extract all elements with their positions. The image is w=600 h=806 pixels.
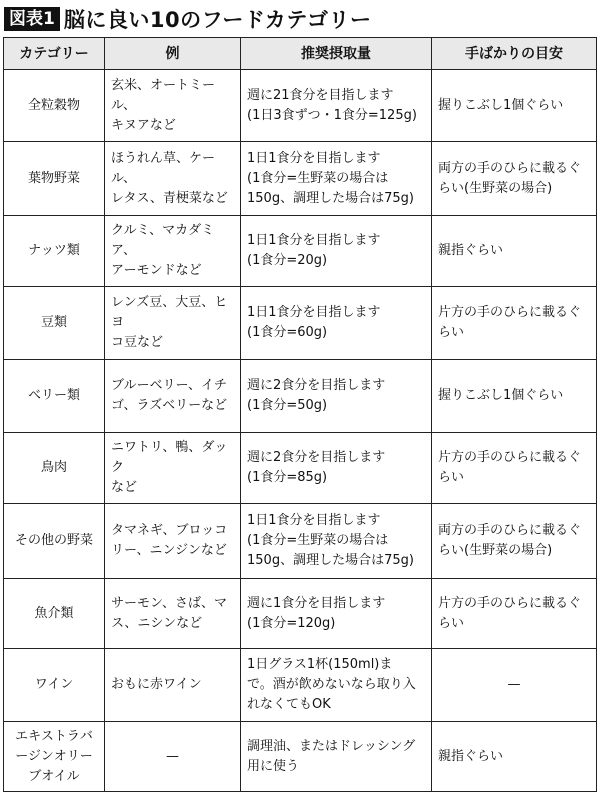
- example-cell: —: [105, 722, 241, 792]
- category-cell: その他の野菜: [4, 504, 105, 579]
- amount-cell: 1日1食分を目指します (1食分=60g): [241, 287, 432, 360]
- guide-cell: 親指ぐらい: [432, 216, 597, 287]
- category-cell: ベリー類: [4, 360, 105, 433]
- table-row: [4, 433, 597, 504]
- category-cell: エキストラバ ージンオリー ブオイル: [4, 722, 105, 792]
- guide-cell: 親指ぐらい: [432, 722, 597, 792]
- example-cell: ニワトリ、鴨、ダック など: [105, 433, 241, 504]
- guide-cell: 両方の手のひらに載るぐ らい(生野菜の場合): [432, 142, 597, 216]
- amount-cell: 1日1食分を目指します (1食分=生野菜の場合は 150g、調理した場合は75g): [241, 142, 432, 216]
- example-cell: ブルーベリー、イチ ゴ、ラズベリーなど: [105, 360, 241, 433]
- column-header-amount: 推奨摂取量: [241, 38, 432, 70]
- guide-cell: 片方の手のひらに載るぐ らい: [432, 579, 597, 649]
- category-cell: 魚介類: [4, 579, 105, 649]
- category-cell: 葉物野菜: [4, 142, 105, 216]
- figure-header: [4, 4, 371, 34]
- example-cell: ほうれん草、ケール、 レタス、青梗菜など: [105, 142, 241, 216]
- amount-cell: 1日1食分を目指します (1食分=生野菜の場合は 150g、調理した場合は75g): [241, 504, 432, 579]
- example-cell: サーモン、さば、マ ス、ニシンなど: [105, 579, 241, 649]
- example-cell: レンズ豆、大豆、ヒヨ コ豆など: [105, 287, 241, 360]
- category-cell: 豆類: [4, 287, 105, 360]
- food-category-table: [3, 37, 597, 792]
- column-header-guide: 手ばかりの目安: [432, 38, 597, 70]
- guide-cell: 片方の手のひらに載るぐ らい: [432, 433, 597, 504]
- example-cell: タマネギ、ブロッコ リー、ニンジンなど: [105, 504, 241, 579]
- amount-cell: 1日グラス1杯(150ml)ま で。酒が飲めないなら取り入 れなくてもOK: [241, 649, 432, 722]
- amount-cell: 週に2食分を目指します (1食分=50g): [241, 360, 432, 433]
- amount-cell: 調理油、またはドレッシング 用に使う: [241, 722, 432, 792]
- guide-cell: 握りこぶし1個ぐらい: [432, 70, 597, 142]
- column-header-category: カテゴリー: [4, 38, 105, 70]
- table-row: [4, 360, 597, 433]
- example-cell: クルミ、マカダミア、 アーモンドなど: [105, 216, 241, 287]
- example-cell: 玄米、オートミール、 キヌアなど: [105, 70, 241, 142]
- figure-label: 図表1: [4, 7, 60, 31]
- table-row: [4, 722, 597, 792]
- amount-cell: 1日1食分を目指します (1食分=20g): [241, 216, 432, 287]
- table-row: [4, 287, 597, 360]
- header-row: [4, 38, 597, 70]
- guide-cell: 握りこぶし1個ぐらい: [432, 360, 597, 433]
- category-cell: ナッツ類: [4, 216, 105, 287]
- table-row: [4, 142, 597, 216]
- table-row: [4, 504, 597, 579]
- column-header-example: 例: [105, 38, 241, 70]
- example-cell: おもに赤ワイン: [105, 649, 241, 722]
- guide-cell: 両方の手のひらに載るぐ らい(生野菜の場合): [432, 504, 597, 579]
- guide-cell: 片方の手のひらに載るぐ らい: [432, 287, 597, 360]
- category-cell: 全粒穀物: [4, 70, 105, 142]
- amount-cell: 週に2食分を目指します (1食分=85g): [241, 433, 432, 504]
- table-row: [4, 649, 597, 722]
- amount-cell: 週に1食分を目指します (1食分=120g): [241, 579, 432, 649]
- amount-cell: 週に21食分を目指します (1日3食ずつ・1食分=125g): [241, 70, 432, 142]
- table-row: [4, 216, 597, 287]
- figure-title: 脳に良い10のフードカテゴリー: [63, 8, 372, 32]
- table-row: [4, 70, 597, 142]
- table-row: [4, 579, 597, 649]
- category-cell: 鳥肉: [4, 433, 105, 504]
- guide-cell: —: [432, 649, 597, 722]
- category-cell: ワイン: [4, 649, 105, 722]
